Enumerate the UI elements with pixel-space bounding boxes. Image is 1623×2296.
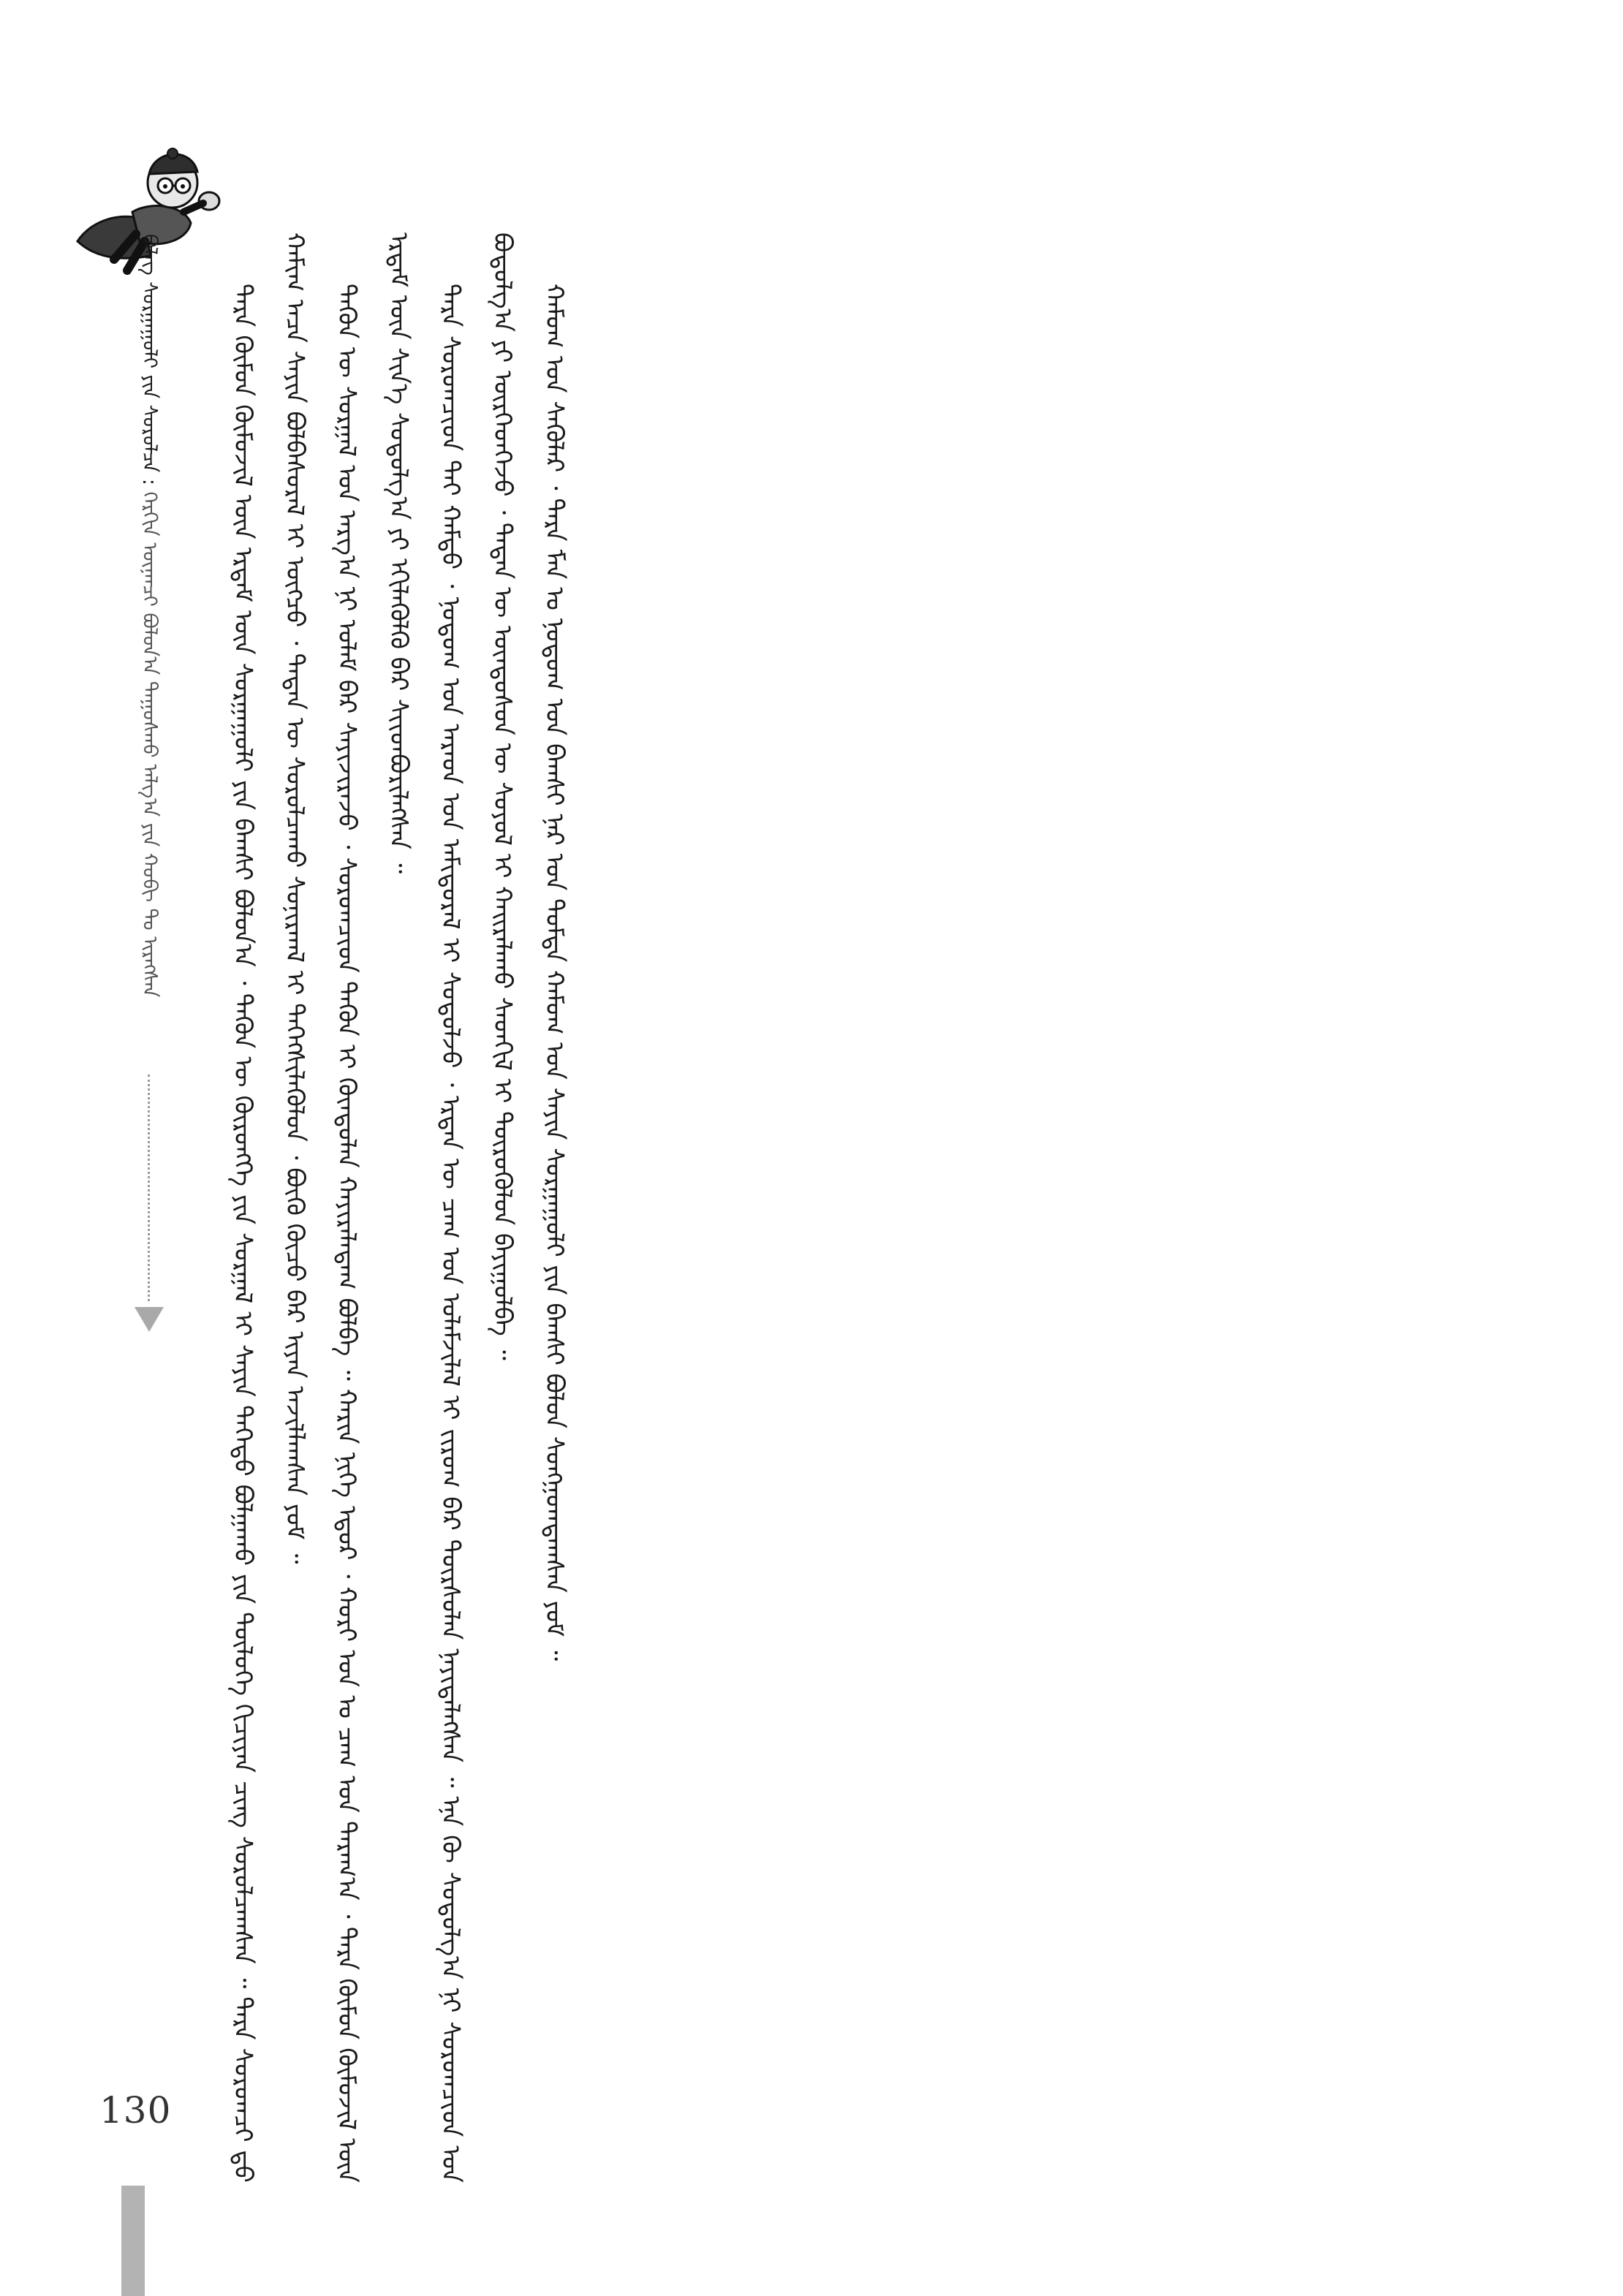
paragraph-3: ᠲᠡᠷᠡ ᠰᠤᠷᠤᠭᠴᠢᠳ ᠲᠠᠢ ᠬᠠᠮᠲᠤ ᠂ ᠨᠤᠲᠤᠭ ᠤᠨ ᠠᠷᠠᠳ ᠤᠨ ᠠᠮᠢᠳᠤᠷᠠᠯ ᠢ ᠰᠤᠳᠤᠯᠵᠤ ᠂ ᠡᠷᠲᠡᠨ ᠦ ᠴᠠᠭ ᠤᠨ ᠤᠯᠠᠮᠵᠢᠯᠠᠯ ᠢ ᠵᠢᠷᠤᠭ ᠪᠡᠷ ᠳᠦᠷᠰᠦᠯᠡᠨ ᠨᠡᠶᠢᠲᠡᠯᠡᠭᠰᠡᠨ ᠃ ᠡᠨᠡ ᠬᠦ ᠰᠤᠳᠤᠯᠭ᠎ᠠ ᠨᠢ ᠰᠤᠷᠤᠭᠴᠢᠳ ᠤᠨ ᠪᠣᠳᠤᠯᠭ᠎ᠠ ᠶᠢ ᠥᠷᠭᠡᠳᠭᠡᠵᠦ ᠂ ᠲᠡᠳᠡᠨ ᠦ ᠦᠨᠳᠦᠰᠦᠨ ᠦ ᠰᠣᠶᠣᠯ ᠢ ᠬᠠᠢᠷᠠᠯᠠᠬᠤ ᠰᠡᠳᠬᠢᠯ ᠢ ᠲᠥᠷᠥᠭᠦᠯᠦᠨ ᠪᠠᠶᠢᠭᠤᠯᠪᠠ ᠃: [436, 232, 517, 2183]
header-dotted-line: [148, 1075, 150, 1301]
page-number: 130: [99, 2089, 172, 2132]
header-subtitle: ᠬᠡᠷᠬᠢᠨ ᠦᠨᠡᠨᠴᠢ ᠪᠣᠯᠤᠨ᠎ᠠ ᠳᠠᠭᠤᠰᠬᠤ ᠠᠯᠭ᠎ᠠ ᠶᠢᠨ ᠬᠤᠪᠢ ᠲᠤ ᠢᠷᠡᠭᠰᠡᠨ: [138, 491, 161, 998]
header-title-main: ᠪᠡᠯᠡᠭ ᠰᠤᠷᠭᠠᠭᠤᠯᠢ ᠶᠢᠨ ᠰᠤᠷᠤᠯᠴᠠ :: [138, 234, 161, 492]
paragraph-2: ᠲᠡᠭᠦᠨ ᠦ ᠰᠤᠷᠭᠠᠯ ᠤᠨ ᠠᠷᠭ᠎ᠠ ᠨᠢ ᠤᠯᠠᠮ ᠪᠠᠷ ᠰᠠᠶᠢᠵᠢᠷᠠᠵᠤ ᠂ ᠰᠤᠷᠤᠭᠴᠢᠳ ᠲᠡᠭᠦᠨ ᠢ ᠬᠦᠨᠳᠦᠯᠡᠨ ᠬᠠᠶᠢᠷᠠᠯᠠᠳᠠᠭ ᠪᠣᠯᠪᠠ ᠃ ᠬᠠᠷᠢᠨ ᠨᠢᠭᠡ ᠡᠳᠦᠷ ᠂ ᠬᠣᠷᠢ ᠣᠨ ᠤ ᠴᠠᠭ ᠤᠨ ᠳᠠᠷᠠᠭ᠎ᠠ ᠂ ᠲᠡᠷᠡ ᠬᠦᠮᠦᠨ ᠬᠥᠮᠦᠵᠢᠯ ᠦᠨ ᠡᠷᠳᠡᠮ ᠦᠨ ᠰᠢᠨ᠎ᠡ ᠰᠤᠳᠤᠯᠭ᠎ᠠ ᠶᠢ ᠡᠬᠢᠯᠡᠭᠦᠯᠬᠦ ᠪᠡᠷ ᠰᠢᠢᠳᠪᠦᠷᠢᠯᠡᠭᠰᠡᠨ ᠃: [332, 232, 413, 2183]
header-title: [130, 234, 168, 1067]
page-side-tab: [121, 2186, 145, 2296]
body-text: [216, 232, 1219, 2183]
running-header: [130, 234, 168, 1491]
paragraph-1: ᠲᠡᠷᠡ ᠬᠦᠮᠦᠨ ᠬᠥᠮᠦᠵᠢᠯ ᠦᠨ ᠡᠷᠳᠡᠮ ᠦᠨ ᠰᠤᠷᠭᠠᠭᠤᠯᠢ ᠶᠢᠨ ᠪᠠᠭᠰᠢ ᠪᠣᠯᠤᠨ᠎ᠠ ᠂ ᠲᠡᠭᠦᠨ ᠦ ᠬᠥᠷᠥᠩᠭᠡ ᠶᠢᠨ ᠰᠤᠷᠭᠠᠯ ᠢ ᠰᠠᠶᠢᠨ ᠳᠡᠭᠡᠳᠦ ᠪᠣᠯᠭᠠᠬᠤ ᠶᠢᠨ ᠲᠥᠯᠥᠭᠡ ᠬᠢᠴᠢᠶᠡᠨ ᠴᠢᠩ ᠰᠤᠷᠤᠯᠴᠠᠭᠰᠠᠨ ᠃ ᠲᠡᠷᠡ ᠰᠤᠷᠤᠭᠴᠢ ᠳ᠋ᠤ ᠬᠠᠮᠢᠭ ᠠᠴᠠ ᠰᠠᠶᠢᠨ ᠪᠣᠯᠪᠠᠰᠤᠷᠠᠯ ᠢ ᠥᠭᠴᠦ ᠂ ᠲᠡᠳᠡᠨ ᠦ ᠰᠤᠷᠤᠯᠴᠠᠬᠤ ᠰᠣᠨᠢᠷᠬᠠᠯ ᠢ ᠳᠡᠭᠡᠭᠰᠢᠯᠡᠭᠦᠯᠦᠨ ᠂ ᠪᠦᠬᠦ ᠬᠦᠴᠦ ᠪᠡᠷ ᠢᠶᠠᠨ ᠠᠵᠢᠯᠯᠠᠭᠰᠠᠨ ᠶᠤᠮ ᠃: [228, 232, 309, 2183]
header-arrow-icon: [135, 1307, 164, 1332]
paragraph-4: ᠬᠠᠮᠤᠭ ᠤᠨ ᠰᠡᠭᠦᠯᠡᠷ ᠂ ᠲᠡᠷᠡ ᠮᠠᠨ ᠤ ᠨᠤᠲᠤᠭ ᠤᠨ ᠪᠠᠭᠰᠢ ᠨᠠᠷ ᠤᠨ ᠳᠤᠮᠳᠠ ᠬᠠᠮᠤᠭ ᠤᠨ ᠰᠠᠶᠢᠨ ᠰᠤᠷᠭᠠᠭᠤᠯᠢ ᠶᠢᠨ ᠪᠠᠭᠰᠢ ᠪᠣᠯᠤᠨ ᠰᠣᠩᠭᠣᠭᠳᠠᠭᠰᠠᠨ ᠶᠤᠮ ᠃: [540, 284, 569, 1662]
